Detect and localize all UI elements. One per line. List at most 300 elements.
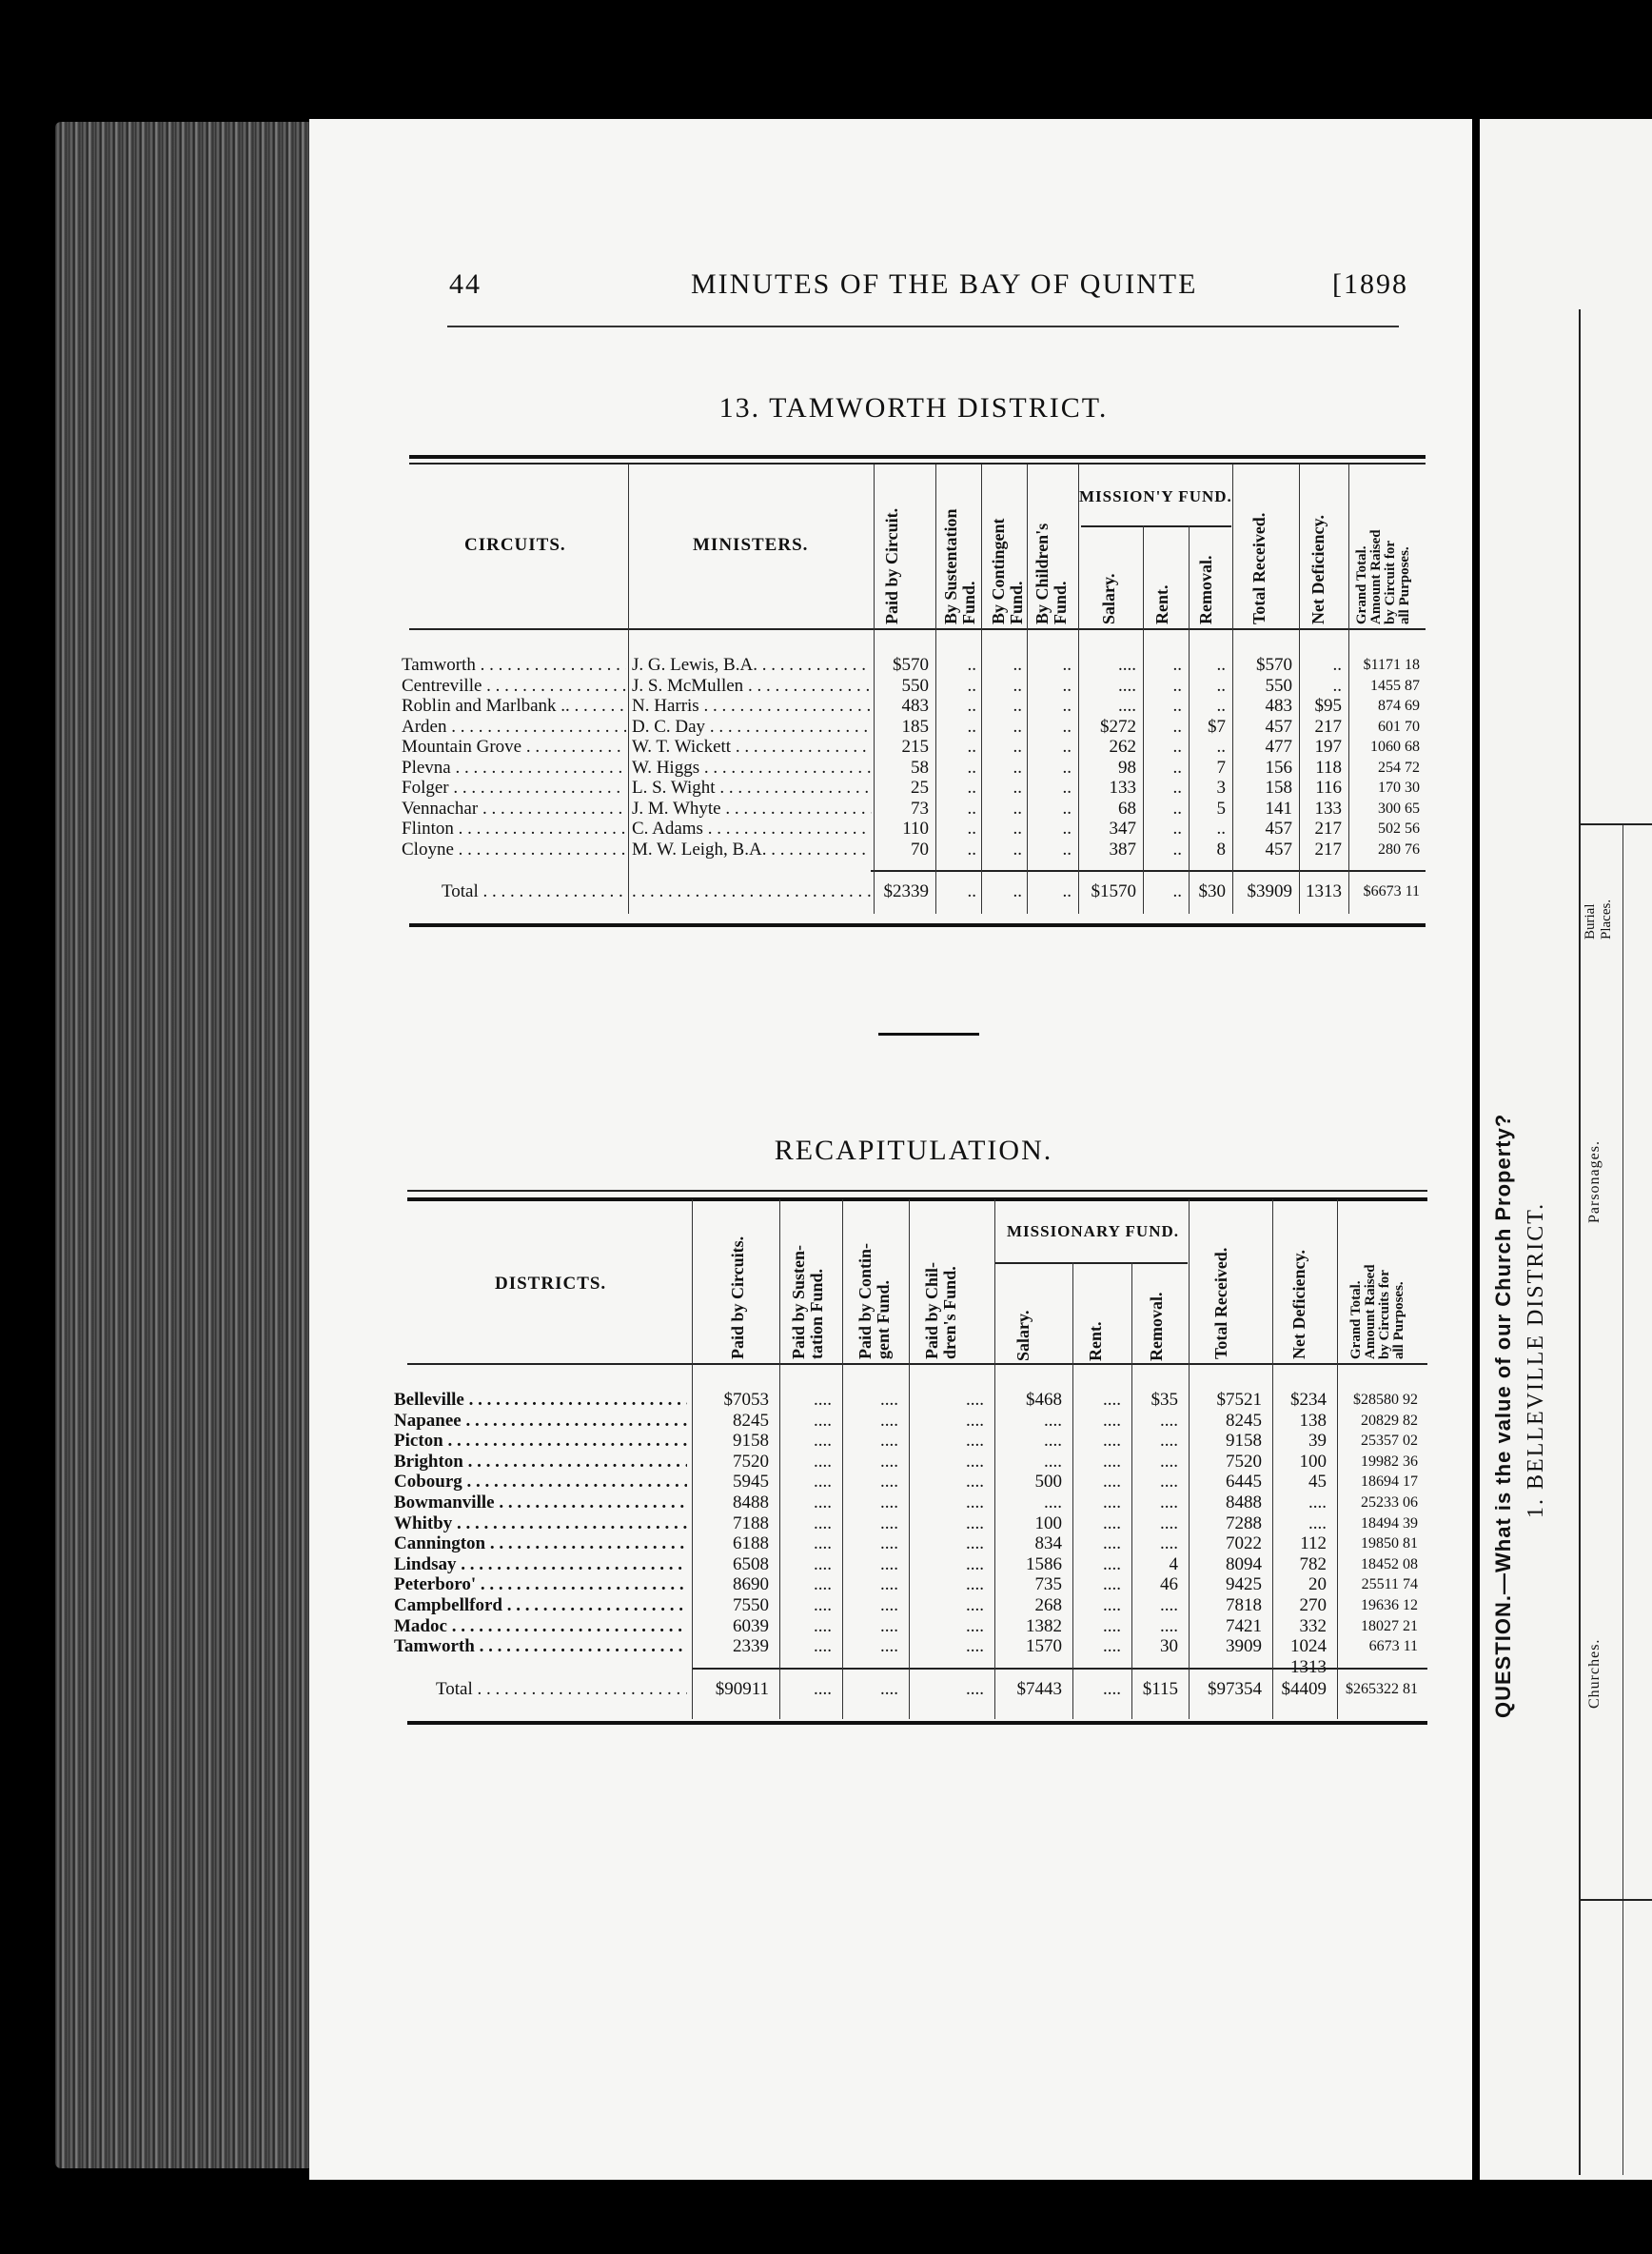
recap-cell-paid: $7053: [723, 1390, 769, 1410]
cell-total: 483: [1265, 696, 1292, 716]
recap-cell-cont: ....: [880, 1451, 898, 1472]
cell-removal: 8: [1216, 839, 1226, 860]
recap-total-removal: $115: [1142, 1679, 1178, 1699]
recap-total-net: $4409: [1281, 1679, 1327, 1699]
total-paid: $2339: [883, 881, 929, 901]
cell-rent: ..: [1172, 819, 1182, 839]
recap-cell-child: ....: [966, 1513, 984, 1533]
recap-col-head-grand: Grand Total. Amount Raised by Circuits for all Purposes.: [1348, 1264, 1406, 1359]
page-number: 44: [449, 268, 482, 300]
col-head-net: Net Deficiency.: [1308, 515, 1328, 624]
col-head-sust: By Sustentation Fund.: [941, 508, 978, 624]
cell-removal: $7: [1208, 716, 1226, 737]
total-minister-leader: [632, 881, 872, 901]
table-row: [0, 717, 1652, 737]
recap-cell-net: 332: [1299, 1615, 1327, 1636]
year: [1898: [1332, 268, 1408, 300]
recap-cell-cont: ....: [880, 1431, 898, 1452]
recap-cell-rent: ....: [1103, 1513, 1121, 1533]
recap-cell-sust: ....: [814, 1410, 832, 1431]
cell-grand: $1171 18: [1363, 657, 1420, 673]
recap-cell-cont: ....: [880, 1595, 898, 1615]
recap-cell-grand: 25233 06: [1361, 1494, 1418, 1511]
recap-cell-rent: ....: [1103, 1451, 1121, 1472]
recap-row: [0, 1513, 1652, 1533]
cell-rent: ..: [1172, 716, 1182, 737]
cell-cont: ..: [1013, 675, 1022, 696]
cell-paid: 550: [901, 675, 929, 696]
table-row: [0, 799, 1652, 819]
total-total: $3909: [1247, 881, 1292, 901]
minister-name: J. G. Lewis, B.A. . . .: [632, 655, 872, 675]
cell-rent: ..: [1172, 675, 1182, 696]
col-burial-places: Burial Places.: [1583, 899, 1614, 939]
recap-cell-net: 138: [1299, 1410, 1327, 1431]
cell-net: 217: [1314, 839, 1342, 860]
recap-district-name: Peterboro' . . .: [394, 1574, 687, 1594]
recap-cell-net: 20: [1308, 1574, 1327, 1595]
recap-cell-net: 100: [1299, 1451, 1327, 1472]
recap-cell-salary: 100: [1034, 1513, 1062, 1533]
cell-grand: 502 56: [1378, 821, 1420, 837]
cell-child: ..: [1062, 655, 1072, 675]
recap-header-bottom-rule: [407, 1363, 1427, 1365]
recap-group-rule: [995, 1262, 1188, 1264]
district-title: 13. TAMWORTH DISTRICT.: [718, 392, 1109, 424]
cell-net: 217: [1314, 819, 1342, 839]
recap-cell-removal: $35: [1150, 1390, 1178, 1410]
recap-district-name: Madoc . . .: [394, 1616, 687, 1636]
recap-row: [0, 1493, 1652, 1513]
recap-cell-removal: ....: [1160, 1493, 1178, 1513]
table-row: [0, 737, 1652, 757]
cell-paid: 215: [901, 737, 929, 757]
cell-removal: ..: [1216, 819, 1226, 839]
recap-cell-net: 39: [1308, 1431, 1327, 1452]
cell-cont: ..: [1013, 655, 1022, 675]
recap-cell-cont: ....: [880, 1410, 898, 1431]
recap-cell-paid: 7188: [733, 1513, 769, 1533]
cell-child: ..: [1062, 716, 1072, 737]
cell-net: $95: [1314, 696, 1342, 716]
cell-child: ..: [1062, 819, 1072, 839]
recap-cell-net: 270: [1299, 1595, 1327, 1615]
recap-cell-salary: 1382: [1026, 1615, 1062, 1636]
header-bottom-rule: [409, 628, 1426, 630]
recap-cell-cont: ....: [880, 1574, 898, 1595]
recap-cell-grand: $28580 92: [1353, 1392, 1418, 1408]
col-head-cont: By Contingent Fund.: [989, 518, 1026, 624]
recap-cell-paid: 9158: [733, 1431, 769, 1452]
recap-cell-removal: ....: [1160, 1533, 1178, 1554]
recap-cell-total: 7421: [1226, 1615, 1262, 1636]
recap-cell-removal: ....: [1160, 1472, 1178, 1493]
cell-total: 550: [1265, 675, 1292, 696]
recap-col-head-total: Total Received.: [1211, 1247, 1230, 1359]
recap-top-rule-2: [407, 1197, 1427, 1201]
recap-row: [0, 1574, 1652, 1594]
recap-cell-grand: 18452 08: [1361, 1555, 1418, 1572]
cell-paid: 110: [902, 819, 929, 839]
cell-child: ..: [1062, 737, 1072, 757]
recap-cell-sust: ....: [814, 1533, 832, 1554]
cell-salary: ....: [1118, 675, 1136, 696]
recap-cell-child: ....: [966, 1493, 984, 1513]
cell-total: 141: [1265, 798, 1292, 819]
recap-cell-rent: ....: [1103, 1431, 1121, 1452]
table-top-rule-2: [409, 463, 1426, 465]
recap-row: [0, 1595, 1652, 1615]
book-page-edges: [55, 122, 312, 2168]
table-top-rule: [409, 455, 1426, 459]
cell-salary: 133: [1109, 778, 1136, 798]
recap-cell-child: ....: [966, 1451, 984, 1472]
recap-cell-rent: ....: [1103, 1493, 1121, 1513]
header-rule: [447, 326, 1399, 327]
total-rule: [871, 870, 1426, 872]
recap-row: [0, 1533, 1652, 1553]
recap-col-head-net: Net Deficiency.: [1289, 1250, 1308, 1359]
cell-grand: 1455 87: [1370, 677, 1420, 694]
recap-cell-salary: 735: [1034, 1574, 1062, 1595]
cell-sust: ..: [967, 675, 976, 696]
recap-total-total: $97354: [1208, 1679, 1262, 1699]
recap-cell-salary: $468: [1026, 1390, 1062, 1410]
recap-cell-total: 9158: [1226, 1431, 1262, 1452]
table-row: [0, 655, 1652, 675]
circuit-name: Roblin and Marlbank .. . . .: [402, 696, 626, 716]
recap-cell-rent: ....: [1103, 1574, 1121, 1595]
recap-top-rule: [407, 1190, 1427, 1192]
cell-child: ..: [1062, 798, 1072, 819]
recap-cell-total: 8245: [1226, 1410, 1262, 1431]
cell-net: ..: [1332, 675, 1342, 696]
col-head-total: Total Received.: [1249, 512, 1268, 624]
recap-cell-child: ....: [966, 1595, 984, 1615]
recap-cell-grand: 18027 21: [1361, 1617, 1418, 1634]
recap-cell-sust: ....: [814, 1390, 832, 1410]
recap-cell-cont: ....: [880, 1472, 898, 1493]
recap-cell-total: 7818: [1226, 1595, 1262, 1615]
cell-salary: ....: [1118, 696, 1136, 716]
cell-net: 133: [1314, 798, 1342, 819]
recap-cell-salary: 1570: [1026, 1636, 1062, 1657]
recap-extra-net: 1313: [1290, 1656, 1327, 1677]
recap-cell-child: ....: [966, 1472, 984, 1493]
table-row: [0, 696, 1652, 716]
question-heading: QUESTION.—What is the value of our Church Property?: [1491, 1113, 1515, 1718]
recap-cell-paid: 2339: [733, 1636, 769, 1657]
recap-bottom-rule: [407, 1721, 1427, 1725]
recap-cell-removal: ....: [1160, 1431, 1178, 1452]
table-row: [0, 758, 1652, 778]
cell-paid: $570: [893, 655, 929, 675]
recap-cell-paid: 7520: [733, 1451, 769, 1472]
cell-net: 116: [1315, 778, 1342, 798]
circuit-name: Mountain Grove . . .: [402, 737, 626, 757]
cell-rent: ..: [1172, 655, 1182, 675]
minister-name: J. M. Whyte . . .: [632, 799, 872, 819]
recap-row: [0, 1472, 1652, 1492]
recap-row: [0, 1616, 1652, 1636]
recap-cell-grand: 18694 17: [1361, 1473, 1418, 1491]
recap-cell-sust: ....: [814, 1574, 832, 1595]
cell-salary: $272: [1100, 716, 1136, 737]
recap-district-name: Bowmanville . . .: [394, 1493, 687, 1513]
cell-child: ..: [1062, 757, 1072, 778]
table-bottom-rule: [409, 923, 1426, 927]
cell-rent: ..: [1172, 696, 1182, 716]
recap-cell-rent: ....: [1103, 1410, 1121, 1431]
cell-paid: 70: [911, 839, 929, 860]
cell-removal: ..: [1216, 737, 1226, 757]
cell-salary: 387: [1109, 839, 1136, 860]
recap-cell-removal: 4: [1169, 1553, 1178, 1574]
cell-rent: ..: [1172, 757, 1182, 778]
cell-grand: 1060 68: [1370, 739, 1420, 755]
cell-paid: 185: [901, 716, 929, 737]
recap-cell-child: ....: [966, 1390, 984, 1410]
cell-grand: 170 30: [1378, 780, 1420, 796]
minister-name: C. Adams . . .: [632, 819, 872, 839]
recap-cell-rent: ....: [1103, 1533, 1121, 1554]
facing-hrule: [1579, 823, 1652, 825]
recap-col-head-sust: Paid by Susten- tation Fund.: [789, 1244, 826, 1359]
cell-total: 156: [1265, 757, 1292, 778]
recap-cell-total: 9425: [1226, 1574, 1262, 1595]
recap-cell-sust: ....: [814, 1451, 832, 1472]
recap-cell-salary: ....: [1044, 1431, 1062, 1452]
facing-page: [1480, 119, 1652, 2180]
recap-row: [0, 1452, 1652, 1472]
recap-cell-grand: 19982 36: [1361, 1453, 1418, 1470]
cell-removal: ..: [1216, 675, 1226, 696]
cell-cont: ..: [1013, 696, 1022, 716]
recap-cell-net: 112: [1300, 1533, 1327, 1554]
facing-rule-2: [1622, 823, 1623, 2175]
recap-cell-removal: ....: [1160, 1410, 1178, 1431]
recap-cell-sust: ....: [814, 1615, 832, 1636]
recap-cell-grand: 25511 74: [1361, 1576, 1418, 1593]
recap-row: [0, 1431, 1652, 1451]
minister-name: J. S. McMullen . . .: [632, 676, 872, 696]
recap-cell-removal: ....: [1160, 1595, 1178, 1615]
cell-paid: 58: [911, 757, 929, 778]
col-circuits: CIRCUITS.: [464, 535, 566, 555]
recap-cell-cont: ....: [880, 1390, 898, 1410]
recap-cell-grand: 19636 12: [1361, 1597, 1418, 1613]
recap-row: [0, 1554, 1652, 1574]
circuit-name: Folger . . .: [402, 778, 626, 798]
recap-cell-cont: ....: [880, 1553, 898, 1574]
recap-cell-cont: ....: [880, 1513, 898, 1533]
recap-cell-total: 7288: [1226, 1513, 1262, 1533]
recap-cell-paid: 7550: [733, 1595, 769, 1615]
cell-removal: ..: [1216, 655, 1226, 675]
cell-salary: 262: [1109, 737, 1136, 757]
recap-cell-net: 782: [1299, 1553, 1327, 1574]
recap-total-paid: $90911: [715, 1679, 769, 1699]
recap-cell-rent: ....: [1103, 1472, 1121, 1493]
cell-cont: ..: [1013, 819, 1022, 839]
recap-total-child: ....: [966, 1679, 984, 1699]
cell-total: 457: [1265, 819, 1292, 839]
recap-cell-total: 8094: [1226, 1553, 1262, 1574]
cell-rent: ..: [1172, 737, 1182, 757]
recap-cell-child: ....: [966, 1574, 984, 1595]
recap-district-name: Cobourg . . .: [394, 1472, 687, 1492]
recap-cell-grand: 19850 81: [1361, 1535, 1418, 1552]
cell-rent: ..: [1172, 839, 1182, 860]
recap-cell-grand: 25357 02: [1361, 1433, 1418, 1450]
group-mission-fund: MISSION'Y FUND.: [1079, 487, 1232, 505]
recap-district-name: Whitby . . .: [394, 1513, 687, 1533]
recap-cell-salary: ....: [1044, 1493, 1062, 1513]
cell-paid: 483: [901, 696, 929, 716]
cell-total: $570: [1256, 655, 1292, 675]
recap-cell-paid: 8245: [733, 1410, 769, 1431]
recap-cell-salary: ....: [1044, 1451, 1062, 1472]
group-rule: [1081, 525, 1231, 527]
recap-cell-sust: ....: [814, 1431, 832, 1452]
recap-total-salary: $7443: [1016, 1679, 1062, 1699]
group-missionary-fund: MISSIONARY FUND.: [1007, 1222, 1180, 1240]
recap-total-row: [0, 1679, 1652, 1699]
recap-cell-sust: ....: [814, 1472, 832, 1493]
recap-cell-rent: ....: [1103, 1636, 1121, 1657]
recap-total-rent: ....: [1103, 1679, 1121, 1699]
recap-cell-net: 1024: [1290, 1636, 1327, 1657]
recap-cell-sust: ....: [814, 1513, 832, 1533]
recap-cell-grand: 6673 11: [1368, 1638, 1418, 1655]
recap-cell-removal: ....: [1160, 1615, 1178, 1636]
total-removal: $30: [1198, 881, 1226, 901]
cell-cont: ..: [1013, 798, 1022, 819]
cell-sust: ..: [967, 757, 976, 778]
recap-cell-child: ....: [966, 1431, 984, 1452]
recap-cell-net: 45: [1308, 1472, 1327, 1493]
cell-sust: ..: [967, 655, 976, 675]
col-head-removal: Removal.: [1196, 555, 1215, 624]
cell-net: 118: [1315, 757, 1342, 778]
col-head-salary: Salary.: [1099, 573, 1118, 624]
recap-district-name: Napanee . . .: [394, 1411, 687, 1431]
total-label: Total . . .: [442, 881, 626, 901]
cell-total: 457: [1265, 839, 1292, 860]
cell-grand: 601 70: [1378, 718, 1420, 735]
cell-removal: 5: [1216, 798, 1226, 819]
running-title: MINUTES OF THE BAY OF QUINTE: [691, 268, 1198, 300]
recap-cell-sust: ....: [814, 1595, 832, 1615]
facing-district-title: 1. BELLEVILLE DISTRICT.: [1524, 1201, 1548, 1518]
cell-sust: ..: [967, 778, 976, 798]
recap-col-head-cont: Paid by Contin- gent Fund.: [856, 1242, 893, 1359]
cell-grand: 254 72: [1378, 759, 1420, 776]
cell-sust: ..: [967, 798, 976, 819]
recap-cell-child: ....: [966, 1553, 984, 1574]
recap-cell-child: ....: [966, 1615, 984, 1636]
recap-cell-rent: ....: [1103, 1553, 1121, 1574]
cell-net: ..: [1332, 655, 1342, 675]
circuit-name: Vennachar . . .: [402, 799, 626, 819]
recap-cell-total: 7520: [1226, 1451, 1262, 1472]
recap-cell-rent: ....: [1103, 1615, 1121, 1636]
cell-cont: ..: [1013, 839, 1022, 860]
cell-total: 457: [1265, 716, 1292, 737]
recap-cell-child: ....: [966, 1636, 984, 1657]
cell-net: 197: [1314, 737, 1342, 757]
minister-name: N. Harris . . .: [632, 696, 872, 716]
total-net: 1313: [1306, 881, 1342, 901]
cell-cont: ..: [1013, 757, 1022, 778]
recap-district-name: Brighton . . .: [394, 1452, 687, 1472]
recap-cell-salary: ....: [1044, 1410, 1062, 1431]
minister-name: L. S. Wight . . .: [632, 778, 872, 798]
col-head-grand: Grand Total. Amount Raised by Circuit for all Purposes.: [1354, 529, 1412, 624]
recap-cell-child: ....: [966, 1410, 984, 1431]
total-sust: ..: [967, 881, 976, 901]
col-churches: Churches.: [1586, 1638, 1603, 1709]
recap-cell-removal: ....: [1160, 1513, 1178, 1533]
recap-col-head-salary: Salary.: [1013, 1310, 1032, 1361]
recap-cell-paid: 8690: [733, 1574, 769, 1595]
recap-cell-net: ....: [1308, 1513, 1327, 1533]
recap-cell-removal: 46: [1160, 1574, 1178, 1595]
minister-name: M. W. Leigh, B.A. . . .: [632, 840, 872, 860]
recap-cell-total: 3909: [1226, 1636, 1262, 1657]
facing-hrule-2: [1579, 1899, 1652, 1901]
circuit-name: Cloyne . . .: [402, 840, 626, 860]
recap-row: [0, 1411, 1652, 1431]
table-row: [0, 778, 1652, 798]
recap-district-name: Picton . . .: [394, 1431, 687, 1451]
total-row: [0, 881, 1652, 901]
recap-cell-rent: ....: [1103, 1595, 1121, 1615]
recap-cell-total: 6445: [1226, 1472, 1262, 1493]
table-row: [0, 840, 1652, 860]
recap-district-name: Lindsay . . .: [394, 1554, 687, 1574]
minister-name: W. T. Wickett . . .: [632, 737, 872, 757]
cell-total: 158: [1265, 778, 1292, 798]
cell-grand: 300 65: [1378, 800, 1420, 817]
recap-col-head-removal: Removal.: [1147, 1292, 1166, 1361]
col-head-paid: Paid by Circuit.: [882, 507, 901, 624]
recap-cell-child: ....: [966, 1533, 984, 1554]
circuit-name: Tamworth . . .: [402, 655, 626, 675]
col-head-child: By Children's Fund.: [1032, 523, 1070, 624]
recap-cell-salary: 500: [1034, 1472, 1062, 1493]
col-ministers: MINISTERS.: [693, 535, 809, 555]
total-salary: $1570: [1091, 881, 1136, 901]
circuit-name: Centreville . . .: [402, 676, 626, 696]
cell-removal: 3: [1216, 778, 1226, 798]
recap-cell-removal: 30: [1160, 1636, 1178, 1657]
recap-cell-sust: ....: [814, 1636, 832, 1657]
recap-cell-grand: 18494 39: [1361, 1514, 1418, 1532]
cell-cont: ..: [1013, 778, 1022, 798]
cell-salary: 347: [1109, 819, 1136, 839]
col-parsonages: Parsonages.: [1586, 1140, 1603, 1223]
cell-removal: 7: [1216, 757, 1226, 778]
recap-cell-cont: ....: [880, 1615, 898, 1636]
cell-child: ..: [1062, 696, 1072, 716]
recap-col-head-rent: Rent.: [1086, 1321, 1105, 1361]
recap-district-name: Tamworth . . .: [394, 1636, 687, 1656]
cell-cont: ..: [1013, 737, 1022, 757]
cell-grand: 280 76: [1378, 840, 1420, 858]
cell-removal: ..: [1216, 696, 1226, 716]
total-child: ..: [1062, 881, 1072, 901]
